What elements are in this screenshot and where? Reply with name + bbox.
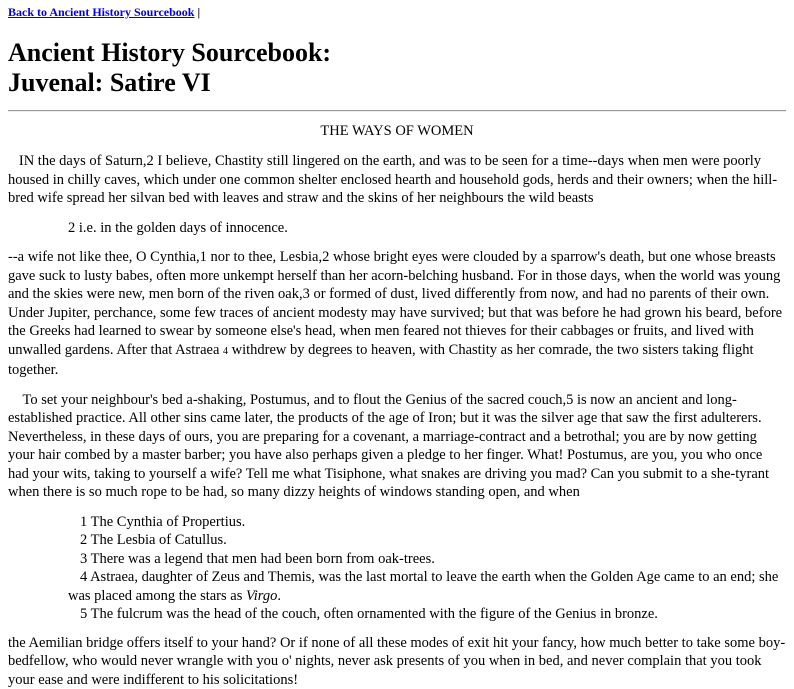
back-to-sourcebook-link[interactable]: Back to Ancient History Sourcebook <box>8 5 194 19</box>
footnote-5: 5 The fulcrum was the head of the couch, often ornamented with the figure of the Genius in bronze. <box>68 605 786 624</box>
section-title: THE WAYS OF WOMEN <box>8 122 786 140</box>
footnote-inline: 2 i.e. in the golden days of innocence. <box>68 219 786 238</box>
footnote-4-italic: Virgo <box>246 588 277 604</box>
paragraph-1: IN the days of Saturn,2 I believe, Chastity still lingered on the earth, and was to be seen for a time--days when men were poorly housed in chilly caves, which under one common shelter enclosed hearth and household gods, herds and their owners; when the hill-bred wife spread her silvan bed with leaves and straw and the skins of her neighbours the wild beasts <box>8 152 786 208</box>
title-line-1: Ancient History Sourcebook: <box>8 38 331 67</box>
divider <box>8 110 786 112</box>
title-line-2: Juvenal: Satire VI <box>8 68 211 97</box>
paragraph-3: To set your neighbour's bed a-shaking, Postumus, and to flout the Genius of the sacred couch,5 is now an ancient and long-established practice. All other sins came later, the products of the age of Iron; but it was the silver age that saw the first adulterers. Nevertheless, in these days of ours, you are preparing for a covenant, a marriage-contract and a betrothal; you are by now getting your hair combed by a master barber; you have also perhaps given a pledge to her finger. What! Postumus, are you, you who once had your wits, taking to yourself a wife? Tell me what Tisiphone, what snakes are driving you mad? Can you submit to a she-tyrant when there is so much rope to be had, so many dizzy heights of windows standing open, and when <box>8 391 786 502</box>
footnote-list <box>68 513 786 624</box>
footnote-1: 1 The Cynthia of Propertius. <box>68 513 786 532</box>
footnote-2: 2 The Lesbia of Catullus. <box>68 531 786 550</box>
footnote-4-text: 4 Astraea, daughter of Zeus and Themis, was the last mortal to leave the earth when the Golden Age came to an end; she was placed among the stars as <box>68 569 778 604</box>
paragraph-2-text-b: withdrew by degrees to heaven, with Chastity as her comrade, the two sisters taking flight together. <box>8 342 754 379</box>
page-title <box>8 38 786 98</box>
paragraph-4: the Aemilian bridge offers itself to your hand? Or if none of all these modes of exit hit your fancy, how much better to take some boy-bedfellow, who would never wrangle with you o' nights, never ask presents of you when in bed, and never complain that you took your ease and were indifferent to his solicitations! <box>8 634 786 689</box>
footnote-ref: 4 <box>223 346 228 357</box>
paragraph-2 <box>8 248 786 380</box>
nav-separator: | <box>194 5 200 19</box>
footnote-4 <box>68 568 786 605</box>
top-nav <box>8 4 786 20</box>
footnote-3: 3 There was a legend that men had been born from oak-trees. <box>68 550 786 569</box>
paragraph-2-text-a: --a wife not like thee, O Cynthia,1 nor to thee, Lesbia,2 whose bright eyes were clouded by a sparrow's death, but one whose breasts gave suck to lusty babes, often more unkempt herself than her acorn-belching husband. For in those days, when the world was young and the skies were new, men born of the riven oak,3 or formed of dust, lived differently from now, and had no parents of their own. Under Jupiter, perchance, some few traces of ancient modesty may have survived; but that was before he had grown his beard, before the Greeks had learned to swear by someone else's head, when men feared not thieves for their cabbages or fruits, and lived with unwalled gardens. After that Astraea <box>8 249 782 358</box>
footnote-4-end: . <box>277 588 281 604</box>
